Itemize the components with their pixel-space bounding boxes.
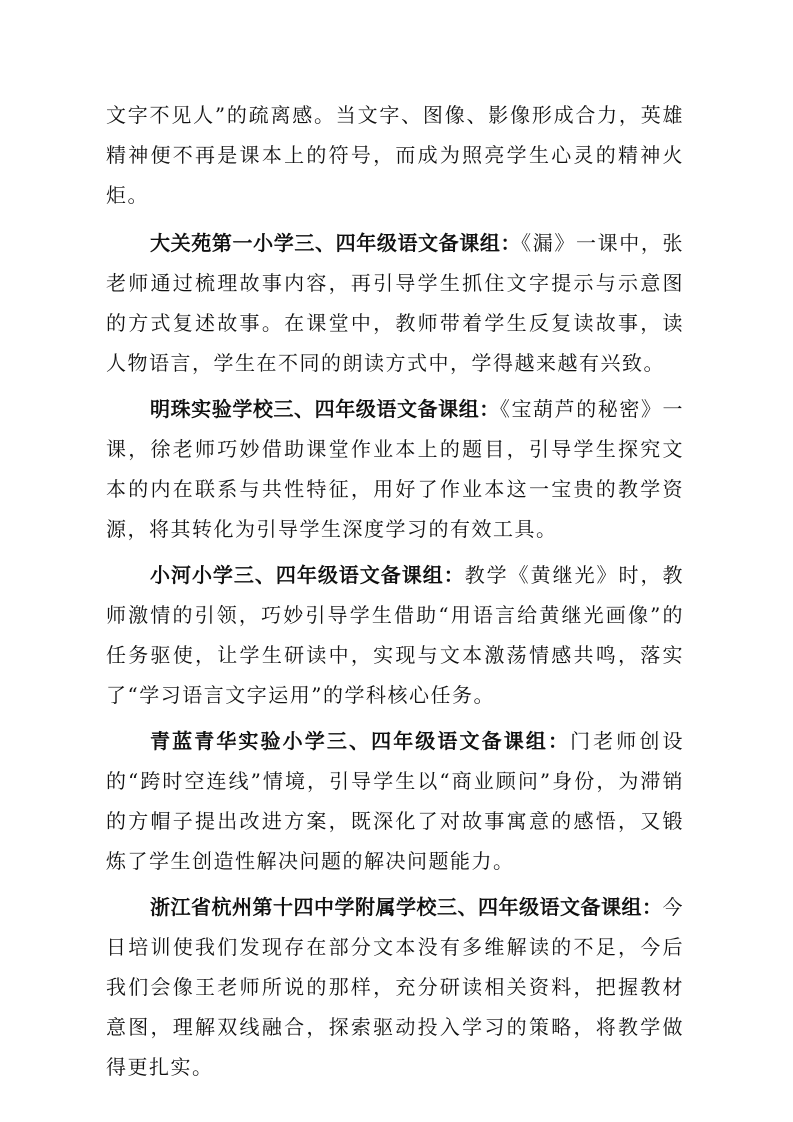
section-paragraph-dagguanyuan [106, 223, 684, 383]
section-lead: 小河小学三、四年级语文备课组： [150, 563, 465, 587]
document-body [106, 95, 684, 1093]
section-paragraph-hangzhou14 [106, 887, 684, 1087]
opening-paragraph: 文字不见人”的疏离感。当文字、图像、影像形成合力，英雄精神便不再是课本上的符号，而成为照亮学生心灵的精神火炬。 [106, 103, 684, 207]
section-body: 门老师创设的“跨时空连线”情境，引导学生以“商业顾问”身份，为滞销的方帽子提出改进方案，既深化了对故事寓意的感悟，又锻炼了学生创造性解决问题的解决问题能力。 [106, 729, 685, 873]
section-body: 教学《黄继光》时，教师激情的引领，巧妙引导学生借助“用语言给黄继光画像”的任务驱使，让学生研读中，实现与文本激荡情感共鸣，落实了“学习语言文字运用”的学科核心任务。 [106, 563, 684, 707]
section-body: 今日培训使我们发现存在部分文本没有多维解读的不足，今后我们会像王老师所说的那样，充分研读相关资料，把握教材意图，理解双线融合，探索驱动投入学习的策略，将教学做得更扎实。 [106, 895, 684, 1079]
section-lead: 浙江省杭州第十四中学附属学校三、四年级语文备课组： [150, 895, 663, 919]
section-paragraph-mingzhu [106, 389, 684, 549]
section-lead: 大关苑第一小学三、四年级语文备课组： [150, 231, 522, 255]
section-lead: 明珠实验学校三、四年级语文备课组： [150, 397, 500, 421]
section-body: 《漏》一课中，张老师通过梳理故事内容，再引导学生抓住文字提示与示意图的方式复述故事。在课堂中，教师带着学生反复读故事，读人物语言，学生在不同的朗读方式中，学得越来越有兴致。 [106, 231, 685, 375]
section-paragraph-qinglan [106, 721, 684, 881]
section-lead: 青蓝青华实验小学三、四年级语文备课组： [150, 729, 571, 753]
section-paragraph-xiaohe [106, 555, 684, 715]
section-body: 《宝葫芦的秘密》一课，徐老师巧妙借助课堂作业本上的题目，引导学生探究文本的内在联系与共性特征，用好了作业本这一宝贵的教学资源，将其转化为引导学生深度学习的有效工具。 [106, 397, 685, 541]
